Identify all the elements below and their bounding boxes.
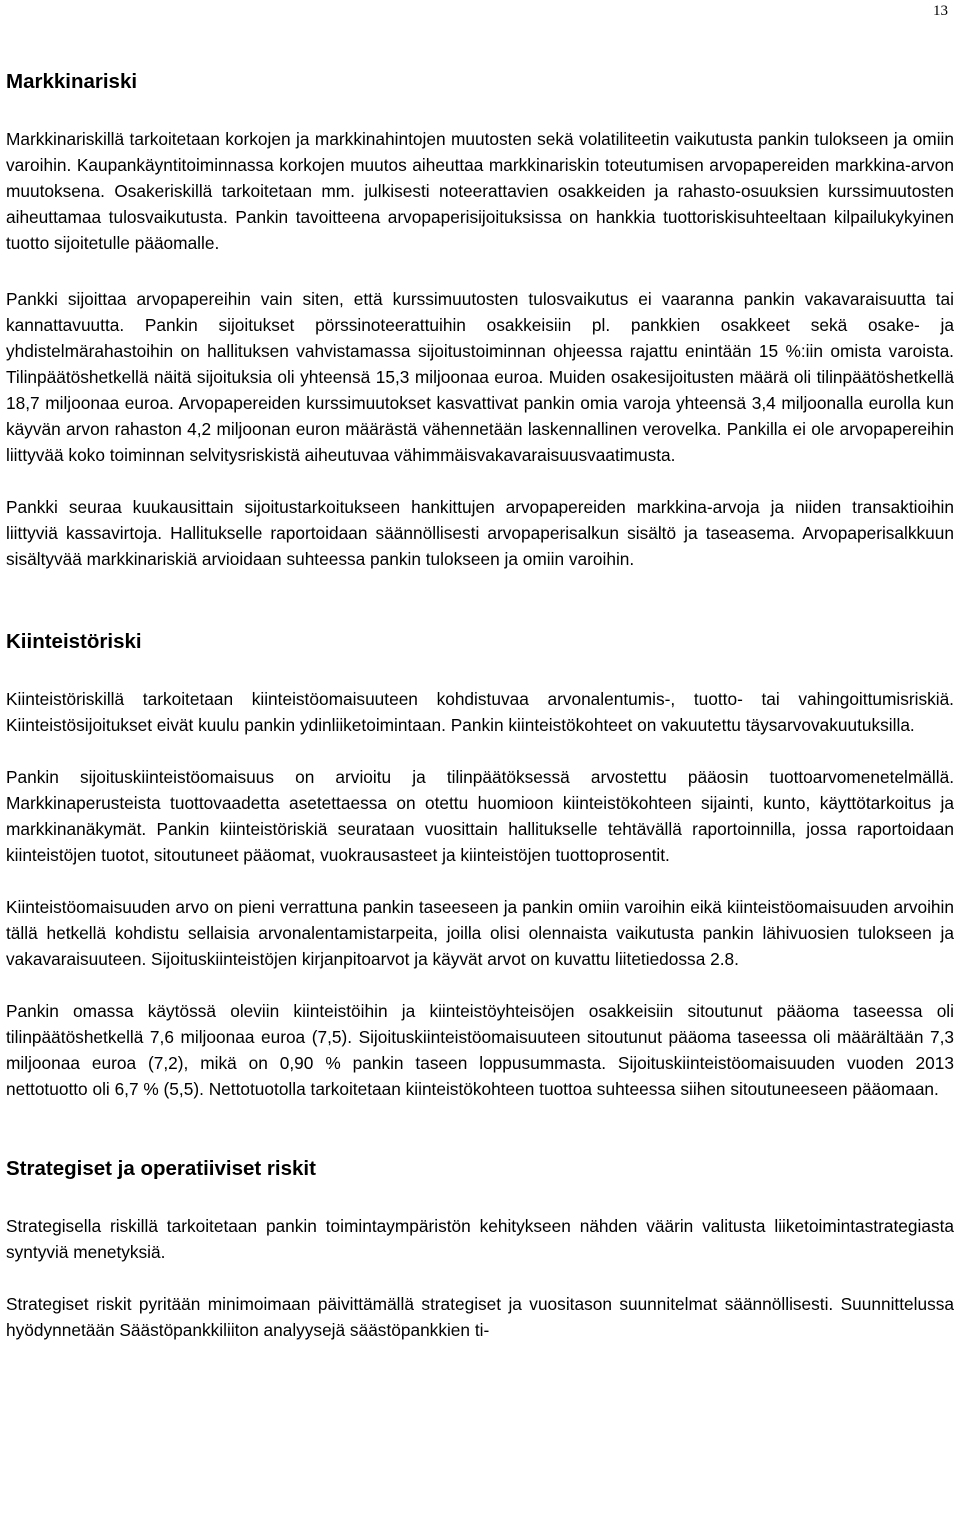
page-number: 13 [933, 3, 948, 19]
section-strategiset-riskit [6, 1156, 954, 1343]
paragraph: Pankin sijoituskiinteistöomaisuus on arvioitu ja tilinpäätöksessä arvostettu pääosin tuottoarvomenetelmällä. Markkinaperusteista tuottovaadetta asetettaessa on otettu huomioon kiinteistökohteen sijainti, kunto, käyttötarkoitus ja markkinanäkymät. Pankin kiinteistöriskiä seurataan vuosittain hallitukselle tehtävällä raportoinnilla, jossa raportoidaan kiinteistöjen tuotot, sitoutuneet pääomat, vuokrausasteet ja kiinteistöjen tuottoprosentit. [6, 767, 954, 865]
paragraph: Markkinariskillä tarkoitetaan korkojen ja markkinahintojen muutosten sekä volatiliteetin vaikutusta pankin tulokseen ja omiin varoihin. Kaupankäyntitoiminnassa korkojen muutos aiheuttaa markkinariskin toteutumisen arvopapereiden markkina-arvon muutoksena. Osakeriskillä tarkoitetaan mm. julkisesti noteerattavien osakkeiden ja rahasto-osuuksien kurssimuutosten aiheuttamaa tulosvaikutusta. Pankin tavoitteena arvopaperisijoituksissa on hankkia tuottoriskisuhteeltaan kilpailukykyinen tuotto sijoitetulle pääomalle. [6, 129, 954, 253]
section-markkinariski [6, 69, 954, 572]
document-body [6, 69, 954, 1369]
paragraph: Pankki sijoittaa arvopapereihin vain siten, että kurssimuutosten tulosvaikutus ei vaaranna pankin vakavaraisuutta tai kannattavuutta. Pankin sijoitukset pörssinoteerattuihin osakkeisiin pl. pankkien osakkeet sekä osake- ja yhdistelmärahastoihin on hallituksen vahvistamassa sijoitustoiminnan ohjeessa rajattu enintään 15 %:iin omista varoista. Tilinpäätöshetkellä näitä sijoituksia oli yhteensä 15,3 miljoonaa euroa. Muiden osakesijoitusten määrä oli tilinpäätöshetkellä 18,7 miljoonaa euroa. Arvopapereiden kurssimuutokset kasvattivat pankin omia varoja yhteensä 3,4 miljoonalla eurolla kun käyvän arvon rahaston 4,2 miljoonan euron määrästä vähennetään laskennallinen verovelka. Pankilla ei ole arvopapereihin liittyvää koko toiminnan selvitysriskistä aiheutuvaa vähimmäisvakavaraisuusvaatimusta. [6, 289, 954, 465]
section-heading: Markkinariski [6, 70, 138, 93]
paragraph: Kiinteistöriskillä tarkoitetaan kiinteistöomaisuuteen kohdistuvaa arvonalentumis-, tuotto- tai vahingoittumisriskiä. Kiinteistösijoitukset eivät kuulu pankin ydinliiketoimintaan. Pankin kiinteistökohteet on vakuutettu täysarvovakuutuksilla. [6, 689, 954, 735]
paragraph: Kiinteistöomaisuuden arvo on pieni verrattuna pankin taseeseen ja pankin omiin varoihin eikä kiinteistöomaisuuden arvoihin tällä hetkellä kohdistu sellaisia arvonalentamistarpeita, joilla olisi olennaista vaikutusta pankin lähivuosien tulokseen ja vakavaraisuuteen. Sijoituskiinteistöjen kirjanpitoarvot ja käyvät arvot on kuvattu liitetiedossa 2.8. [6, 897, 954, 969]
paragraph: Pankin omassa käytössä oleviin kiinteistöihin ja kiinteistöyhteisöjen osakkeisiin sitoutunut pääoma taseessa oli tilinpäätöshetkellä 7,6 miljoonaa euroa (7,5). Sijoituskiinteistöomaisuuteen sitoutunut pääoma taseessa oli määrältään 7,3 miljoonaa euroa (7,2), mikä on 0,90 % pankin taseen loppusummasta. Sijoituskiinteistöomaisuuden vuoden 2013 nettotuotto oli 6,7 % (5,5). Nettotuotolla tarkoitetaan kiinteistökohteen tuottoa suhteessa siihen sitoutuneeseen pääomaan. [6, 1001, 954, 1099]
section-heading: Kiinteistöriski [6, 630, 142, 653]
section-kiinteistoriski [6, 629, 954, 1102]
paragraph: Strategiset riskit pyritään minimoimaan päivittämällä strategiset ja vuositason suunnitelmat säännöllisesti. Suunnittelussa hyödynnetään Säästöpankkiliiton analyysejä säästöpankkien ti- [6, 1294, 954, 1340]
paragraph: Pankki seuraa kuukausittain sijoitustarkoitukseen hankittujen arvopapereiden markkina-arvoja ja niiden transaktioihin liittyviä kassavirtoja. Hallitukselle raportoidaan säännöllisesti arvopaperisalkun sisältö ja taseasema. Arvopaperisalkkuun sisältyvää markkinariskiä arvioidaan suhteessa pankin tulokseen ja omiin varoihin. [6, 497, 954, 569]
paragraph: Strategisella riskillä tarkoitetaan pankin toimintaympäristön kehitykseen nähden väärin valitusta liiketoimintastrategiasta syntyviä menetyksiä. [6, 1216, 954, 1262]
section-heading: Strategiset ja operatiiviset riskit [6, 1157, 316, 1180]
